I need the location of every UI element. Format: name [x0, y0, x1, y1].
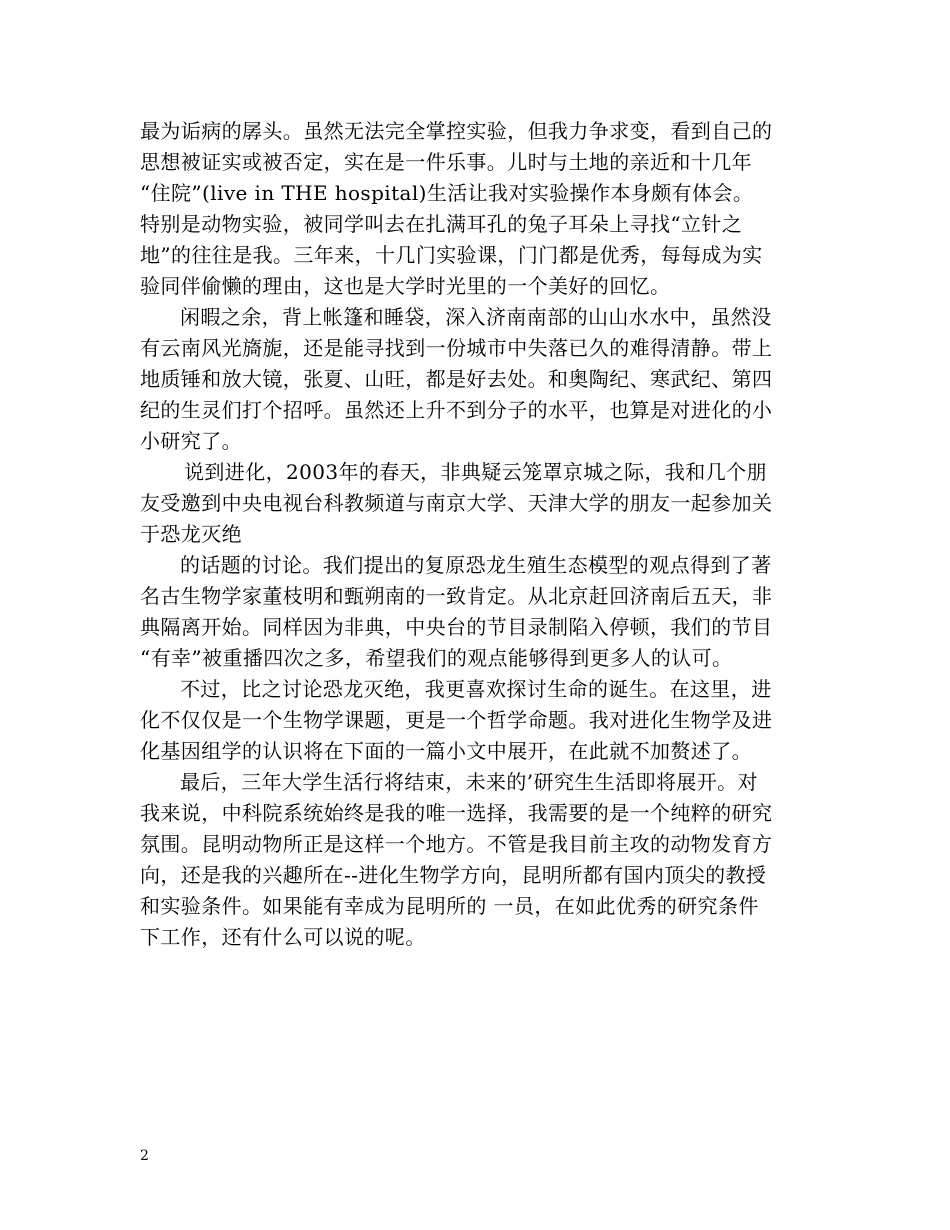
text-line: 的话题的讨论。我们提出的复原恐龙生殖生态模型的观点得到了著: [180, 553, 772, 577]
text-line: 说到进化，2003年的春天，非典疑云笼罩京城之际，我和几个朋: [184, 460, 767, 484]
text-line: 氛围。昆明动物所正是这样一个地方。不管是我目前主攻的动物发育方: [140, 832, 773, 856]
page-number: 2: [140, 1148, 149, 1164]
text-line: 小研究了。: [140, 429, 242, 453]
text-line: 特别是动物实验，被同学叫去在扎满耳孔的兔子耳朵上寻找“立针之: [140, 212, 743, 236]
text-line: 我来说，中科院系统始终是我的唯一选择，我需要的是一个纯粹的研究: [140, 801, 773, 825]
text-line: 地质锤和放大镜，张夏、山旺，都是好去处。和奥陶纪、寒武纪、第四: [140, 367, 773, 391]
text-line: 验同伴偷懒的理由，这也是大学时光里的一个美好的回忆。: [140, 274, 671, 298]
text-line: 下工作，还有什么可以说的呢。: [140, 925, 426, 949]
text-line: 思想被证实或被否定，实在是一件乐事。儿时与土地的亲近和十几年: [140, 150, 752, 174]
text-line: 化基因组学的认识将在下面的一篇小文中展开，在此就不加赘述了。: [140, 739, 752, 763]
text-line: 纪的生灵们打个招呼。虽然还上升不到分子的水平，也算是对进化的小: [140, 398, 773, 422]
text-line: “有幸”被重播四次之多，希望我们的观点能够得到更多人的认可。: [140, 646, 733, 670]
text-line: 和实验条件。如果能有幸成为昆明所的 一员，在如此优秀的研究条件: [140, 894, 759, 918]
text-line: 典隔离开始。同样因为非典，中央台的节目录制陷入停顿，我们的节目: [140, 615, 773, 639]
text-line: 有云南风光旖旎，还是能寻找到一份城市中失落已久的难得清静。带上: [140, 336, 773, 360]
text-line: 友受邀到中央电视台科教频道与南京大学、天津大学的朋友一起参加关: [140, 491, 773, 515]
body-text: [140, 116, 820, 953]
text-line: 闲暇之余，背上帐篷和睡袋，深入济南南部的山山水水中，虽然没: [180, 305, 772, 329]
text-line: 名古生物学家董枝明和甄朔南的一致肯定。从北京赶回济南后五天，非: [140, 584, 773, 608]
text-line: 于恐龙灭绝: [140, 522, 242, 546]
text-line: 地”的往往是我。三年来，十几门实验课，门门都是优秀，每每成为实: [140, 243, 763, 267]
text-line: 最后，三年大学生活行将结束，未来的’研究生生活即将展开。对: [180, 770, 758, 794]
text-line: “住院”(live in THE hospital)生活让我对实验操作本身颇有体会。: [140, 181, 754, 205]
text-line: 化不仅仅是一个生物学课题，更是一个哲学命题。我对进化生物学及进: [140, 708, 773, 732]
text-line: 向，还是我的兴趣所在--进化生物学方向，昆明所都有国内顶尖的教授: [140, 863, 767, 887]
text-line: 最为诟病的孱头。虽然无法完全掌控实验，但我力争求变，看到自己的: [140, 119, 773, 143]
text-line: 不过，比之讨论恐龙灭绝，我更喜欢探讨生命的诞生。在这里，进: [180, 677, 772, 701]
